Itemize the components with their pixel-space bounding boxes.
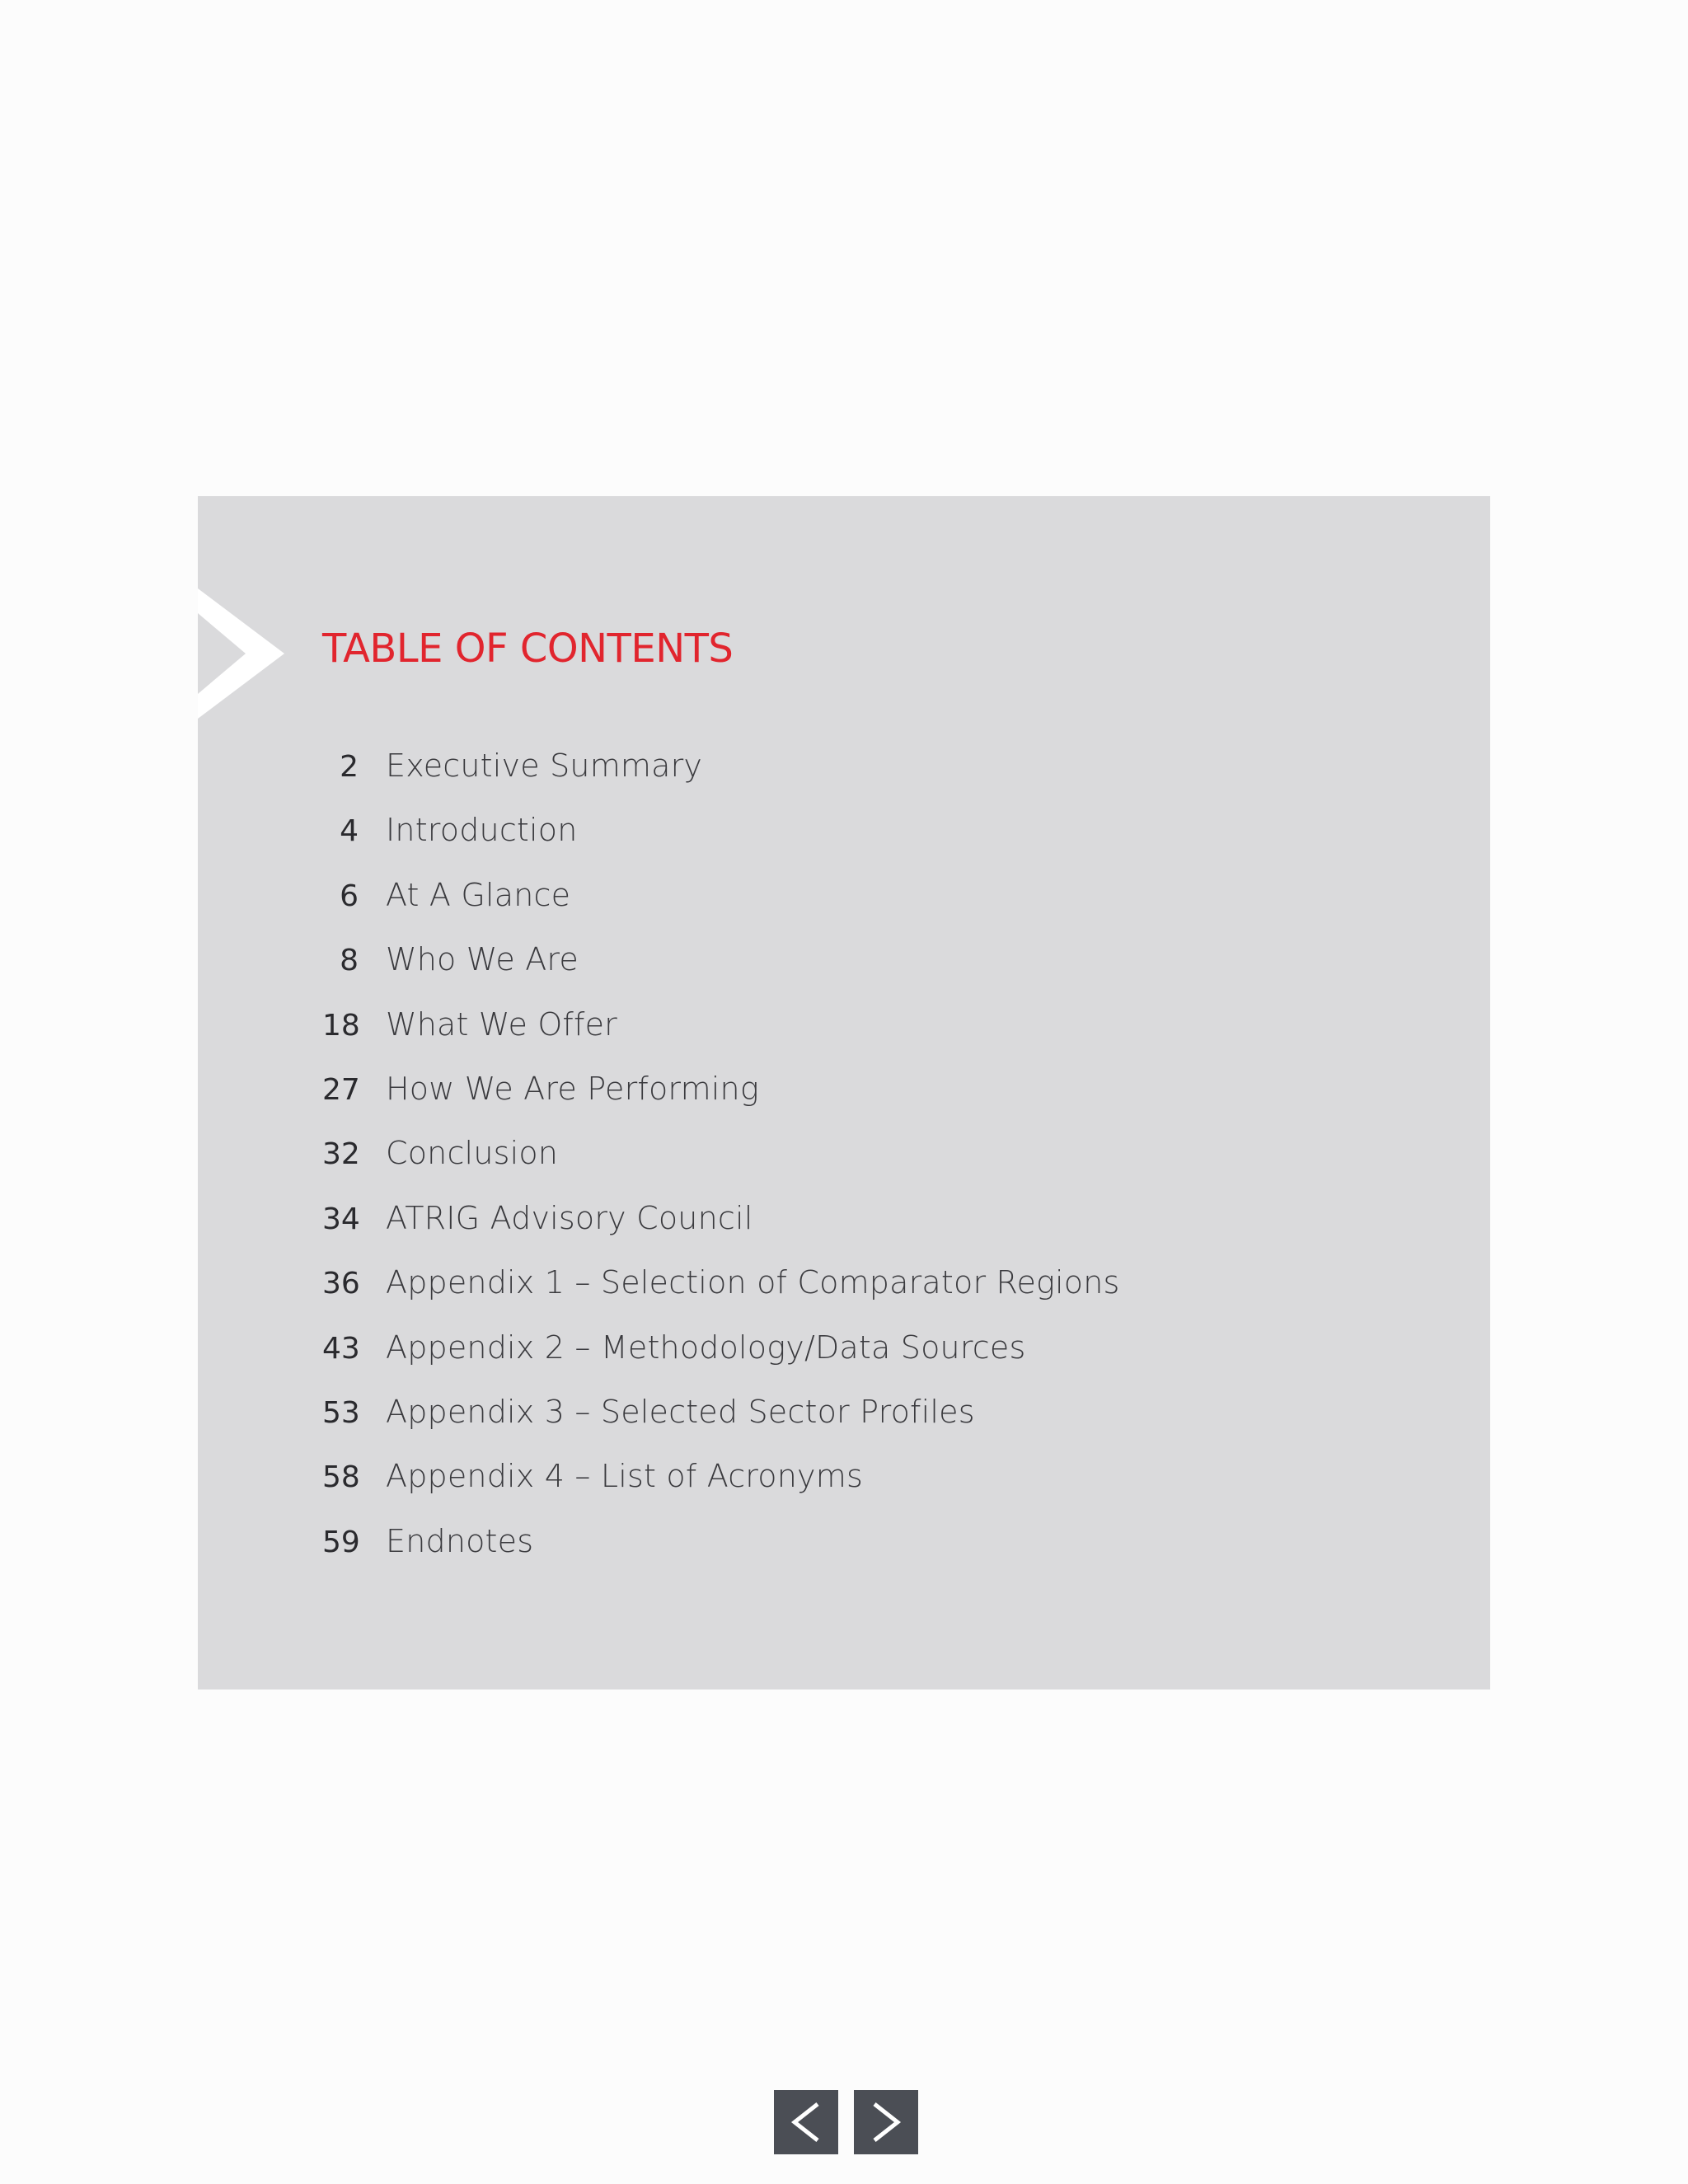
- toc-entry-label: Appendix 2 – Methodology/Data Sources: [386, 1329, 1026, 1366]
- toc-entry-label: At A Glance: [386, 876, 571, 913]
- toc-page-number: 27: [322, 1072, 360, 1107]
- next-page-button[interactable]: [854, 2090, 918, 2154]
- toc-list: [322, 748, 1120, 1587]
- toc-entry-label: Conclusion: [386, 1135, 559, 1172]
- toc-entry[interactable]: [322, 1135, 1120, 1199]
- toc-entry[interactable]: [322, 941, 1120, 1005]
- toc-page-number: 18: [322, 1008, 360, 1043]
- toc-page-number: 36: [322, 1267, 360, 1301]
- toc-entry[interactable]: [322, 1006, 1120, 1071]
- toc-entry-label: Appendix 3 – Selected Sector Profiles: [386, 1393, 975, 1430]
- toc-page-number: 8: [340, 944, 359, 978]
- toc-entry-label: How We Are Performing: [386, 1070, 759, 1107]
- toc-panel: [198, 496, 1490, 1690]
- toc-page-number: 2: [340, 750, 359, 784]
- toc-entry[interactable]: [322, 1329, 1120, 1394]
- toc-page-number: 59: [322, 1525, 360, 1559]
- toc-page-number: 58: [322, 1460, 360, 1495]
- toc-entry-label: Endnotes: [386, 1522, 534, 1559]
- toc-entry-label: Executive Summary: [386, 748, 703, 784]
- toc-entry[interactable]: [322, 748, 1120, 812]
- toc-entry[interactable]: [322, 1458, 1120, 1522]
- toc-entry[interactable]: [322, 1071, 1120, 1135]
- toc-page-number: 6: [340, 879, 359, 913]
- toc-entry-label: Who We Are: [386, 941, 579, 978]
- toc-entry[interactable]: [322, 812, 1120, 876]
- toc-entry[interactable]: [322, 1200, 1120, 1264]
- toc-page-number: 32: [322, 1137, 360, 1172]
- toc-page-number: 53: [322, 1395, 360, 1430]
- toc-page-number: 4: [340, 814, 359, 849]
- toc-entry[interactable]: [322, 877, 1120, 941]
- toc-entry[interactable]: [322, 1264, 1120, 1329]
- previous-page-button[interactable]: [774, 2090, 838, 2154]
- toc-page-number: 34: [322, 1202, 360, 1236]
- toc-entry-label: ATRIG Advisory Council: [386, 1199, 753, 1236]
- toc-entry-label: What We Offer: [386, 1005, 617, 1043]
- chevron-left-icon: [788, 2101, 824, 2144]
- toc-entry-label: Introduction: [386, 812, 578, 849]
- toc-entry[interactable]: [322, 1394, 1120, 1458]
- page-title: TABLE OF CONTENTS: [322, 626, 734, 672]
- toc-entry-label: Appendix 4 – List of Acronyms: [386, 1458, 863, 1495]
- toc-entry[interactable]: [322, 1523, 1120, 1587]
- chevron-right-icon: [868, 2101, 904, 2144]
- toc-entry-label: Appendix 1 – Selection of Comparator Regions: [386, 1264, 1120, 1301]
- toc-page-number: 43: [322, 1331, 360, 1366]
- chevron-right-icon: [198, 588, 297, 719]
